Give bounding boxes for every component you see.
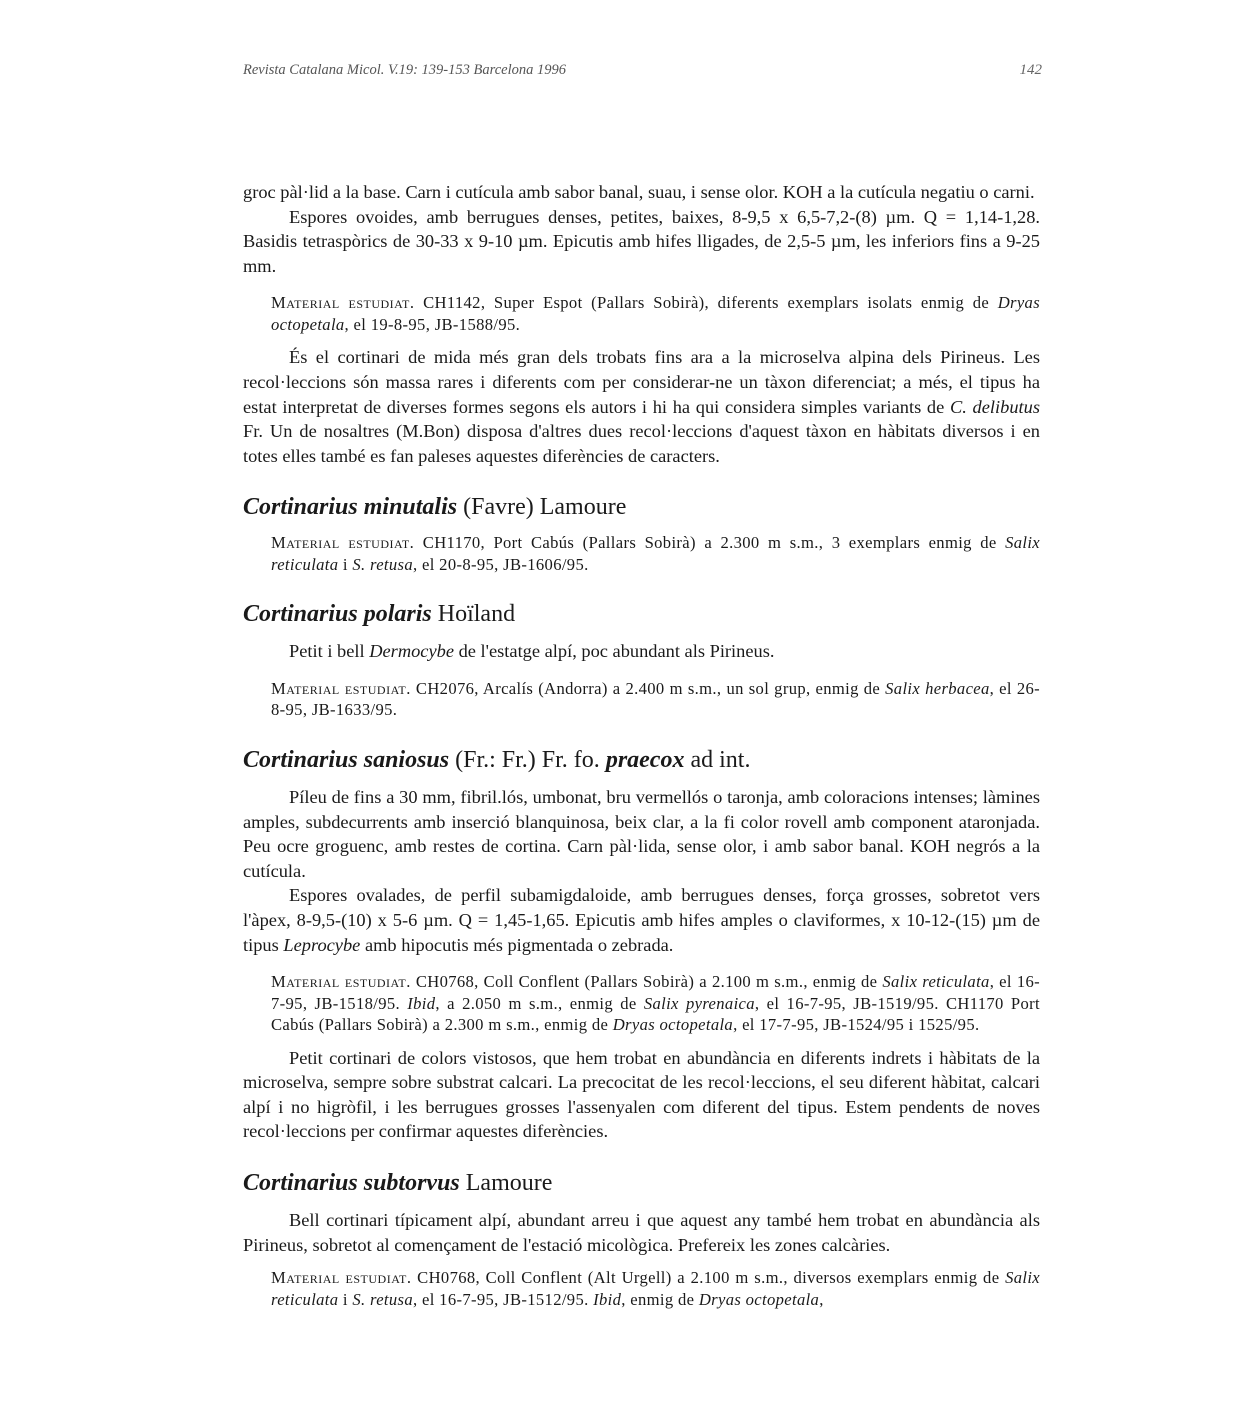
species-name: S. retusa [352,554,413,574]
species-name: Dermocybe [369,641,454,662]
species-name: Dryas octopetala [612,1015,734,1035]
paragraph: Píleu de fins a 30 mm, fibril.lós, umbonat, bru vermellós o taronja, amb coloracions intenses; làmines amples, subdecurrents amb inserció blanquinosa, beix clar, a la fi color rovell amb component ataronjada. Peu ocre groguenc, amb restes de cortina. Carn pàl·lida, sense olor, i amb sabor banal. KOH negrós a la cutícula. [243,786,1040,881]
paragraph: groc pàl·lid a la base. Carn i cutícula amb sabor banal, suau, i sense olor. KOH a la cutícula negatiu o carni. [243,182,1035,202]
journal-citation: Revista Catalana Micol. V.19: 139-153 Barcelona 1996 [243,62,566,78]
material-studied: Material estudiat. CH1142, Super Espot (Pallars Sobirà), diferents exemplars isolats enmig de Dryas octopetala, el 19-8-95, JB-1588/95. [271,293,1040,334]
paragraph: Bell cortinari típicament alpí, abundant arreu i que aquest any també hem trobat en abundància als Pirineus, sobretot al començament de l'estació micològica. Prefereix les zones calcàries. [243,1209,1040,1255]
material-label: Material estudiat. [271,678,411,698]
species-name: C. delibutus [950,396,1040,417]
page-number: 142 [1019,62,1042,78]
species-heading: Cortinarius subtorvus Lamoure [243,1169,553,1196]
material-label: Material estudiat. [271,533,415,553]
paragraph: Espores ovalades, de perfil subamigdaloide, amb berrugues denses, força grosses, sobretot vers l'àpex, 8-9,5-(10) x 5-6 µm. Q = 1,45-1,65. Epicutis amb hifes amples o claviformes, x 10-12-(15) µm de tipus Leprocybe amb hipocutis més pigmentada o zebrada. [243,885,1040,955]
material-label: Material estudiat. [271,972,411,992]
species-name: Dryas octopetala [698,1289,820,1309]
species-heading: Cortinarius minutalis (Favre) Lamoure [243,494,627,521]
species-name: Leprocybe [283,934,361,955]
species-name: Salix reticulata [271,1268,1041,1309]
species-heading: Cortinarius saniosus (Fr.: Fr.) Fr. fo. praecox ad int. [243,746,751,773]
species-name: Salix herbacea [885,678,990,698]
material-label: Material estudiat. [271,293,415,313]
material-label: Material estudiat. [271,1268,412,1288]
paragraph: Petit i bell Dermocybe de l'estatge alpí, poc abundant als Pirineus. [289,641,775,662]
species-heading: Cortinarius polaris Hoïland [243,601,516,628]
material-studied: Material estudiat. CH0768, Coll Conflent (Alt Urgell) a 2.100 m s.m., diversos exemplars enmig de Salix reticulata i S. retusa, el 16-7-95, JB-1512/95. Ibid, enmig de Dryas octopetala, [271,1268,1041,1309]
species-name: Salix reticulata [882,972,990,992]
material-studied: Material estudiat. CH2076, Arcalís (Andorra) a 2.400 m s.m., un sol grup, enmig de Salix herbacea, el 26-8-95, JB-1633/95. [271,678,1041,720]
article-body [243,180,1040,1310]
species-name: Salix pyrenaica [643,993,755,1013]
paragraph: Espores ovoides, amb berrugues denses, petites, baixes, 8-9,5 x 6,5-7,2-(8) µm. Q = 1,14-1,28. Basidis tetraspòrics de 30-33 x 9-10 µm. Epicutis amb hifes lligades, de 2,5-5 µm, les inferiors fins a 9-25 mm. [243,206,1040,276]
material-studied: Material estudiat. CH1170, Port Cabús (Pallars Sobirà) a 2.300 m s.m., 3 exemplars enmig de Salix reticulata i S. retusa, el 20-8-95, JB-1606/95. [271,533,1041,574]
paragraph: És el cortinari de mida més gran dels trobats fins ara a la microselva alpina dels Pirineus. Les recol·leccions són massa rares i diferents com per considerar-ne un tàxon diferenciat; a més, el tipus ha estat interpretat de diverses formes segons els autors i hi ha qui considera simples variants de C. delibutus Fr. Un de nosaltres (M.Bon) disposa d'altres dues recol·leccions d'aquest tàxon en hàbitats diversos i en totes elles també es fan paleses aquestes diferències de caracters. [243,347,1040,466]
material-studied: Material estudiat. CH0768, Coll Conflent (Pallars Sobirà) a 2.100 m s.m., enmig de Salix reticulata, el 16-7-95, JB-1518/95. Ibid, a 2.050 m s.m., enmig de Salix pyrenaica, el 16-7-95, JB-1519/95. CH1170 Port Cabús (Pallars Sobirà) a 2.300 m s.m., enmig de Dryas octopetala, el 17-7-95, JB-1524/95 i 1525/95. [271,972,1040,1035]
species-name: S. retusa [352,1289,413,1309]
species-name: Dryas octopetala [271,293,1040,334]
running-header [243,62,1042,86]
paragraph: Petit cortinari de colors vistosos, que hem trobat en abundància en diferents indrets i hàbitats de la microselva, sempre sobre substrat calcari. La precocitat de les recol·leccions, el seu diferent hàbitat, calcari alpí i no higròfil, i les berrugues grosses l'assenyalen com diferent del tipus. Estem pendents de noves recol·leccions per confirmar aquestes diferències. [243,1047,1040,1142]
species-name: Salix reticulata [271,533,1041,574]
